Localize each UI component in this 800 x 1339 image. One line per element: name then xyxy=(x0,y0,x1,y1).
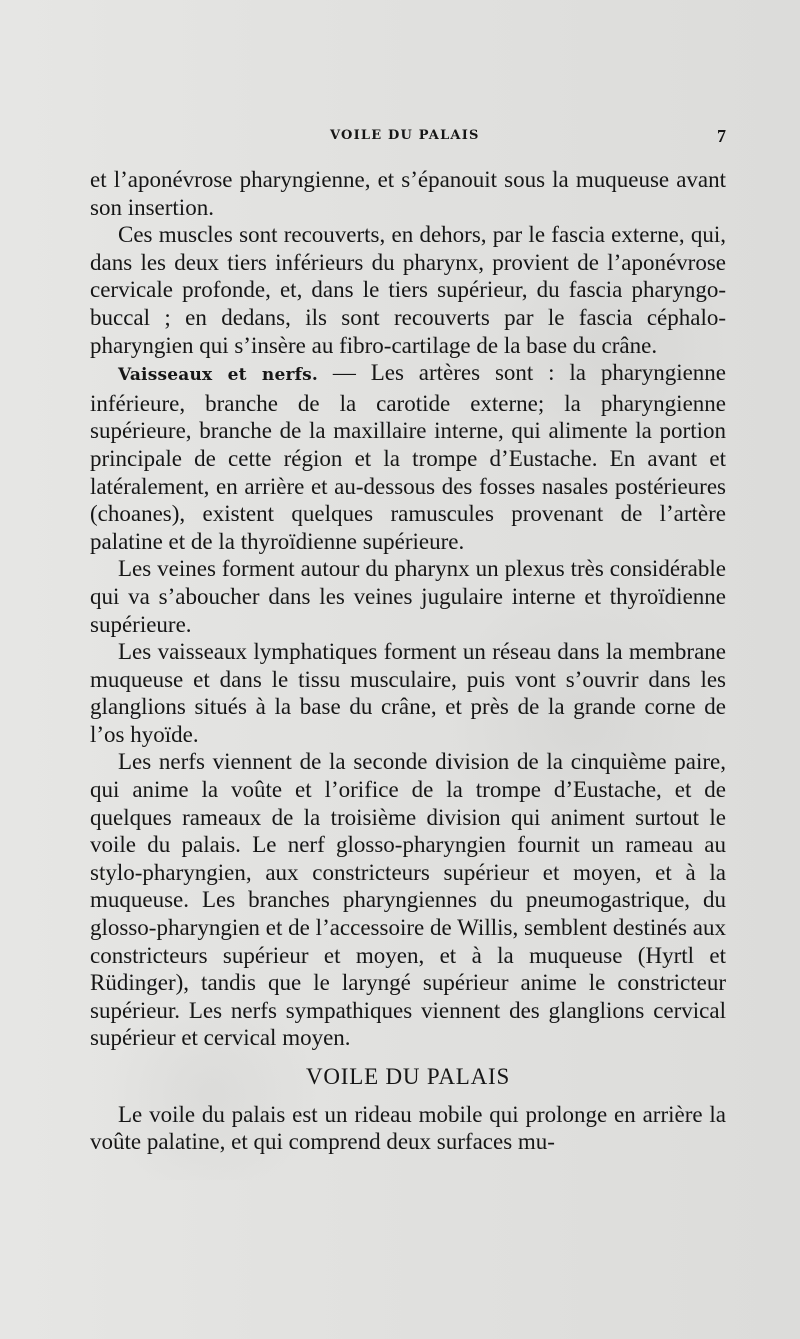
paragraph-fascia: Ces muscles sont recouverts, en dehors, par le fascia externe, qui, dans les deux tiers inférieurs du pharynx, provient de l’aponévrose cervicale profonde, et, dans le tiers supérieur, du fascia pharyngo-buccal ; en dedans, ils sont recouverts par le fascia céphalo-pharyngien qui s’insère au fibro-cartilage de la base du crâne. xyxy=(90,222,726,358)
paragraph-continuation: et l’aponévrose pharyngienne, et s’épanouit sous la muqueuse avant son insertion. xyxy=(90,167,726,220)
paragraph-lymphatics: Les vaisseaux lymphatiques forment un réseau dans la membrane muqueuse et dans le tissu musculaire, puis vont s’ouvrir dans les glanglions situés à la base du crâne, et près de la grande corne de l’os hyoïde. xyxy=(90,639,726,747)
page-header xyxy=(90,126,726,152)
paragraph-arteries xyxy=(90,359,726,555)
subheading-vessels-nerves: Vaisseaux et nerfs. xyxy=(118,365,319,386)
paragraph-soft-palate: Le voile du palais est un rideau mobile qui prolonge en arrière la voûte palatine, et qui comprend deux surfaces mu- xyxy=(90,1101,726,1155)
page-text xyxy=(90,166,726,1156)
paragraph-nerves: Les nerfs viennent de la seconde division de la cinquième paire, qui anime la voûte et l’orifice de la trompe d’Eustache, et de quelques rameaux de la troisième division qui animent surtout le voile du palais. Le nerf glosso-pharyngien fournit un rameau au stylo-pharyngien, aux constricteurs supérieur et moyen, et à la muqueuse. Les branches pharyngiennes du pneumogastrique, du glosso-pharyngien et de l’accessoire de Willis, semblent destinés aux constricteurs supérieur et moyen, et à la muqueuse (Hyrtl et Rüdinger), tandis que le laryngé supérieur anime le constricteur supérieur. Les nerfs sympathiques viennent des glanglions cervical supérieur et cervical moyen. xyxy=(90,749,726,1051)
page-number: 7 xyxy=(717,126,726,146)
paragraph-veins: Les veines forment autour du pharynx un plexus très considérable qui va s’aboucher dans les veines jugulaire interne et thyroïdienne supérieure. xyxy=(90,556,726,637)
arteries-text: — Les artères sont : la pharyngienne inférieure, branche de la carotide externe; la pharyngienne supérieure, branche de la maxillaire interne, qui alimente la portion principale de cette région et la trompe d’Eustache. En avant et latéralement, en arrière et au-dessous des fosses nasales postérieures (choanes), existent quelques ramuscules provenant de l’artère palatine et de la thyroïdienne supérieure. xyxy=(90,360,727,554)
section-title: VOILE DU PALAIS xyxy=(305,1064,511,1089)
running-title: VOILE DU PALAIS xyxy=(330,128,480,143)
